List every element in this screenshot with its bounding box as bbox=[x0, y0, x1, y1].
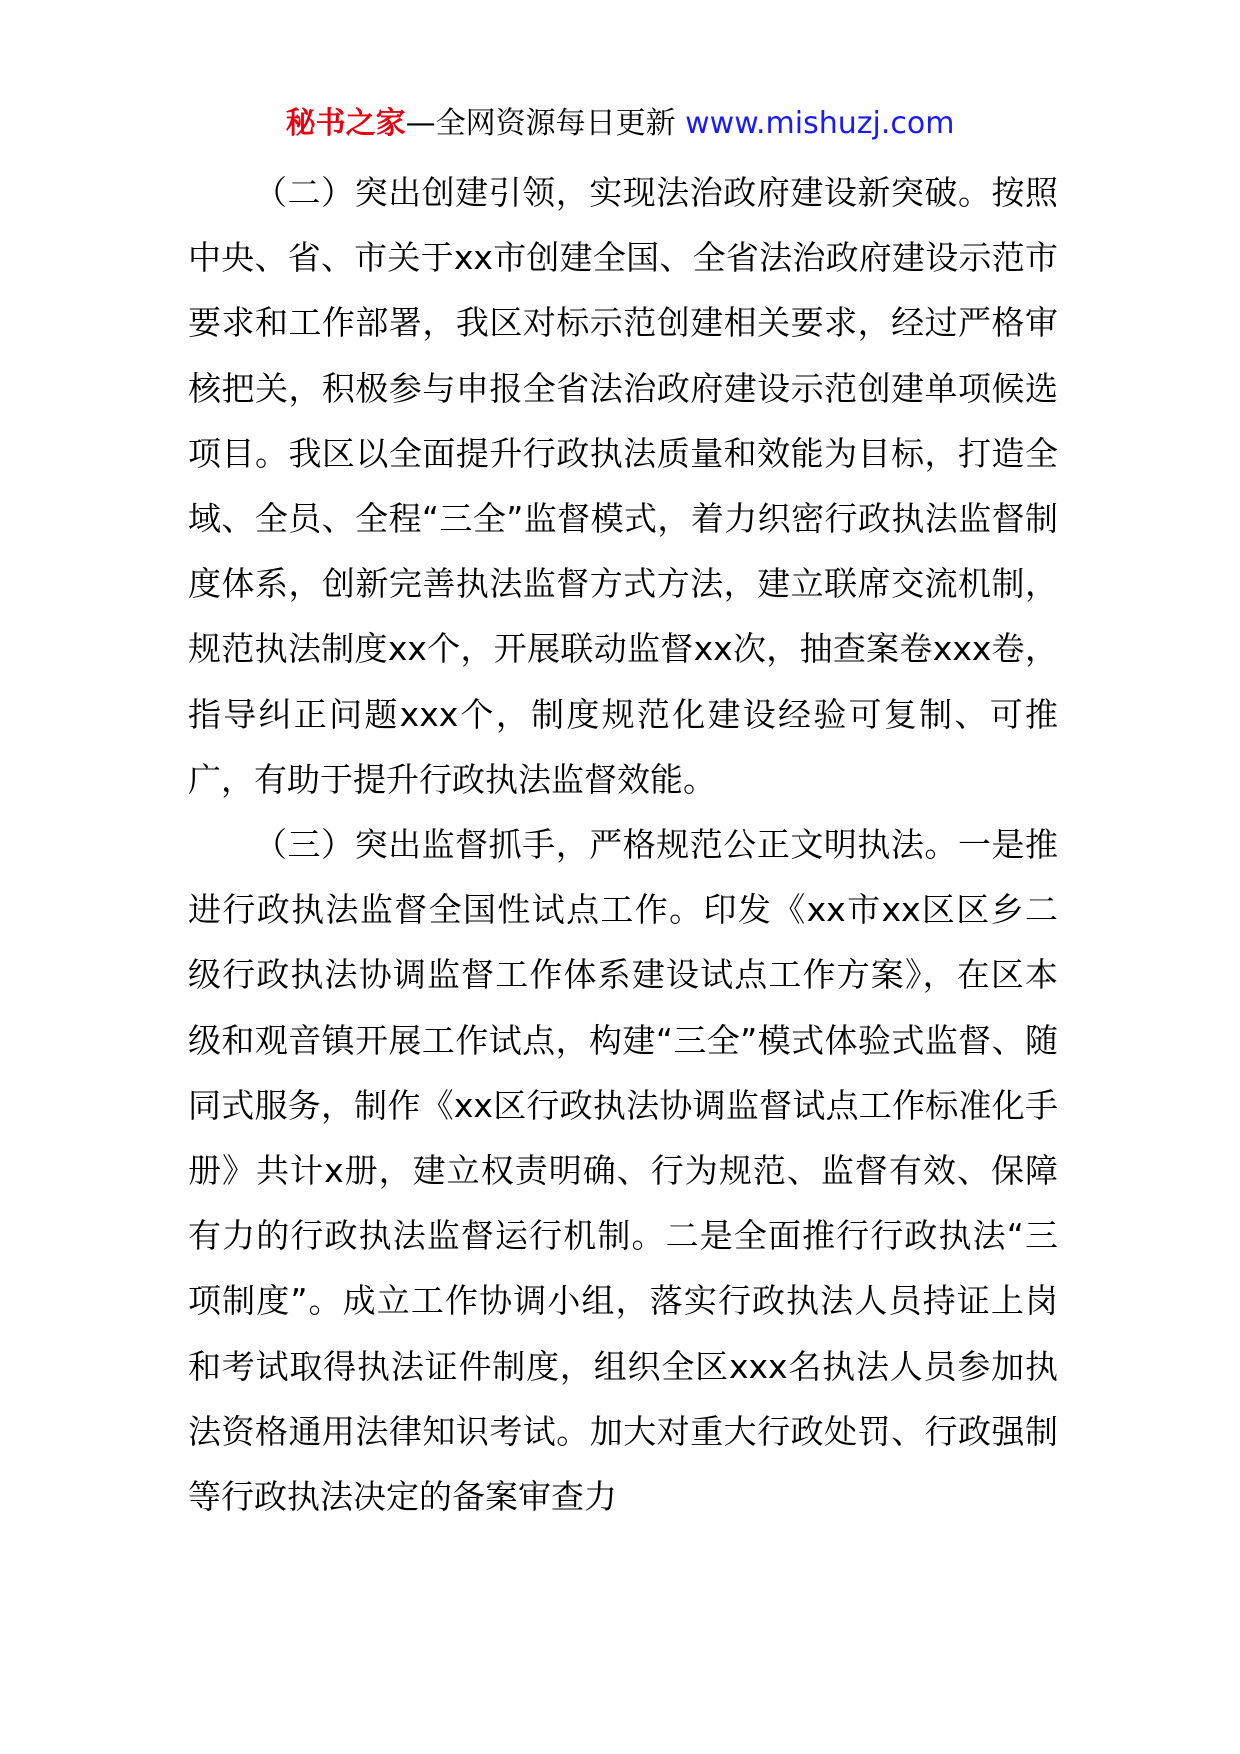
document-body bbox=[188, 160, 1058, 1529]
paragraph-3: （三）突出监督抓手，严格规范公正文明执法。一是推进行政执法监督全国性试点工作。印发《xx市xx区区乡二级行政执法协调监督工作体系建设试点工作方案》，在区本级和观音镇开展工作试点，构建“三全”模式体验式监督、随同式服务，制作《xx区行政执法协调监督试点工作标准化手册》共计x册，建立权责明确、行为规范、监督有效、保障有力的行政执法监督运行机制。二是全面推行行政执法“三项制度”。成立工作协调小组，落实行政执法人员持证上岗和考试取得执法证件制度，组织全区xxx名执法人员参加执法资格通用法律知识考试。加大对重大行政处罚、行政强制等行政执法决定的备案审查力 bbox=[188, 825, 1058, 1517]
page-header bbox=[0, 102, 1240, 146]
paragraph-2: （二）突出创建引领，实现法治政府建设新突破。按照中央、省、市关于xx市创建全国、全省法治政府建设示范市要求和工作部署，我区对标示范创建相关要求，经过严格审核把关，积极参与申报全省法治政府建设示范创建单项候选项目。我区以全面提升行政执法质量和效能为目标，打造全域、全员、全程“三全”监督模式，着力织密行政执法监督制度体系，创新完善执法监督方式方法，建立联席交流机制，规范执法制度xx个，开展联动监督xx次，抽查案卷xxx卷，指导纠正问题xxx个，制度规范化建设经验可复制、可推广，有助于提升行政执法监督效能。 bbox=[188, 173, 1058, 799]
header-tagline: —全网资源每日更新 bbox=[405, 106, 676, 141]
brand-name: 秘书之家 bbox=[285, 106, 406, 141]
site-url-link[interactable]: www.mishuzj.com bbox=[685, 106, 955, 141]
